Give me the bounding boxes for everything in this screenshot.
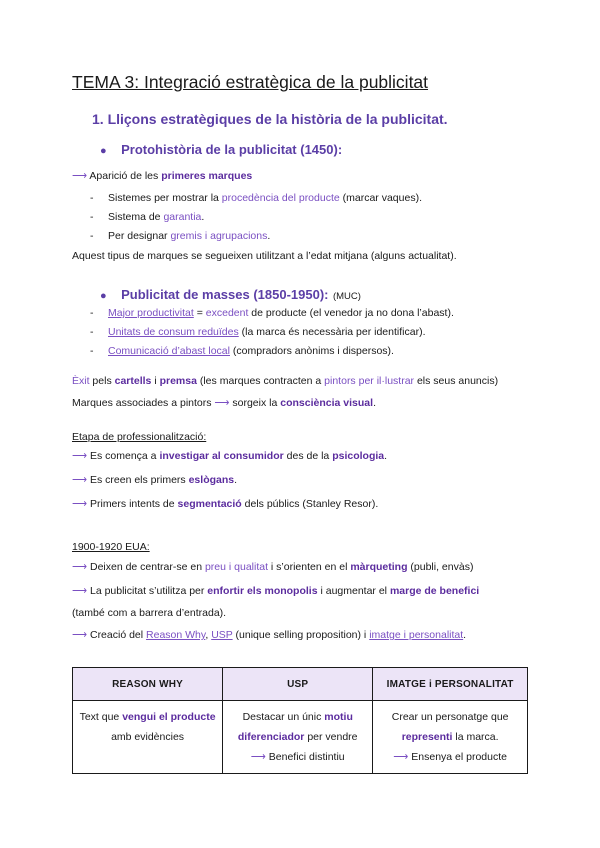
- table-row: [73, 701, 528, 774]
- masses-heading: Publicitat de masses (1850-1950):: [121, 287, 329, 302]
- table-cell-reason-why: Text que vengui el producte amb evidències: [73, 701, 223, 774]
- arrow-icon: ⟶: [72, 498, 88, 510]
- table-cell-imatge: Crear un personatge que representi la marca. ⟶ Ensenya el producte: [373, 701, 528, 774]
- arrow-icon: ⟶: [72, 450, 88, 462]
- etapa-line-2: ⟶ Es creen els primers eslògans.: [72, 474, 238, 486]
- etapa-line-1: ⟶ Es comença a investigar al consumidor des de la psicologia.: [72, 450, 388, 462]
- table-header-row: [73, 668, 528, 701]
- masses-item-1: Major productivitat = excedent de producte (el venedor ja no dona l’abast).: [108, 307, 454, 319]
- arrow-icon: ⟶: [72, 170, 88, 182]
- etapa-heading: Etapa de professionalització:: [72, 431, 207, 443]
- proto-heading: Protohistòria de la publicitat (1450):: [121, 142, 343, 157]
- dash-icon: -: [90, 230, 94, 242]
- proto-item-2: Sistema de garantia.: [108, 211, 205, 223]
- masses-item-3: Comunicació d’abast local (compradors anònims i dispersos).: [108, 345, 394, 357]
- masses-heading-row: [100, 286, 361, 304]
- arrow-icon: ⟶: [72, 629, 88, 641]
- proto-heading-row: [100, 141, 342, 159]
- eua-line-2: ⟶ La publicitat s’utilitza per enfortir els monopolis i augmentar el marge de benefici: [72, 585, 480, 597]
- bullet-dot-icon: ●: [100, 145, 107, 157]
- eua-heading: 1900-1920 EUA:: [72, 541, 150, 553]
- table-header-reason-why: REASON WHY: [73, 668, 223, 701]
- eua-line-1: ⟶ Deixen de centrar-se en preu i qualitat i s’orienten en el màrqueting (publi, envàs): [72, 561, 474, 573]
- dash-icon: -: [90, 307, 94, 319]
- table-header-imatge: IMATGE i PERSONALITAT: [373, 668, 528, 701]
- arrow-icon: ⟶: [214, 397, 230, 409]
- dash-icon: -: [90, 192, 94, 204]
- arrow-icon: ⟶: [393, 751, 409, 763]
- eua-line-2b: (també com a barrera d’entrada).: [72, 607, 227, 619]
- arrow-icon: ⟶: [72, 474, 88, 486]
- arrow-icon: ⟶: [250, 751, 266, 763]
- masses-item-2: Unitats de consum reduïdes (la marca és necessària per identificar).: [108, 326, 426, 338]
- dash-icon: -: [90, 345, 94, 357]
- proto-item-1: Sistemes per mostrar la procedència del producte (marcar vaques).: [108, 192, 422, 204]
- dash-icon: -: [90, 211, 94, 223]
- proto-note: Aquest tipus de marques se segueixen utilitzant a l’edat mitjana (alguns actualitat).: [72, 250, 457, 262]
- page-title: TEMA 3: Integració estratègica de la publicitat: [72, 72, 429, 92]
- etapa-line-3: ⟶ Primers intents de segmentació dels públics (Stanley Resor).: [72, 498, 379, 510]
- arrow-icon: ⟶: [72, 561, 88, 573]
- eua-line-3: ⟶ Creació del Reason Why, USP (unique selling proposition) i imatge i personalitat.: [72, 629, 467, 641]
- arrow-icon: ⟶: [72, 585, 88, 597]
- masses-assoc-line: Marques associades a pintors ⟶ sorgeix la consciència visual.: [72, 397, 376, 409]
- masses-tag: (MUC): [332, 291, 361, 302]
- dash-icon: -: [90, 326, 94, 338]
- masses-exit-line: Èxit pels cartells i premsa (les marques contracten a pintors per il·lustrar els seus anuncis): [72, 375, 499, 387]
- proto-item-3: Per designar gremis i agrupacions.: [108, 230, 271, 242]
- bullet-dot-icon: ●: [100, 290, 107, 302]
- table-cell-usp: Destacar un únic motiu diferenciador per vendre ⟶ Benefici distintiu: [223, 701, 373, 774]
- proto-intro: ⟶ Aparició de les primeres marques: [72, 170, 253, 182]
- section-heading-lessons: 1. Lliçons estratègiques de la història de la publicitat.: [92, 111, 448, 127]
- table-header-usp: USP: [223, 668, 373, 701]
- comparison-table: [72, 667, 528, 774]
